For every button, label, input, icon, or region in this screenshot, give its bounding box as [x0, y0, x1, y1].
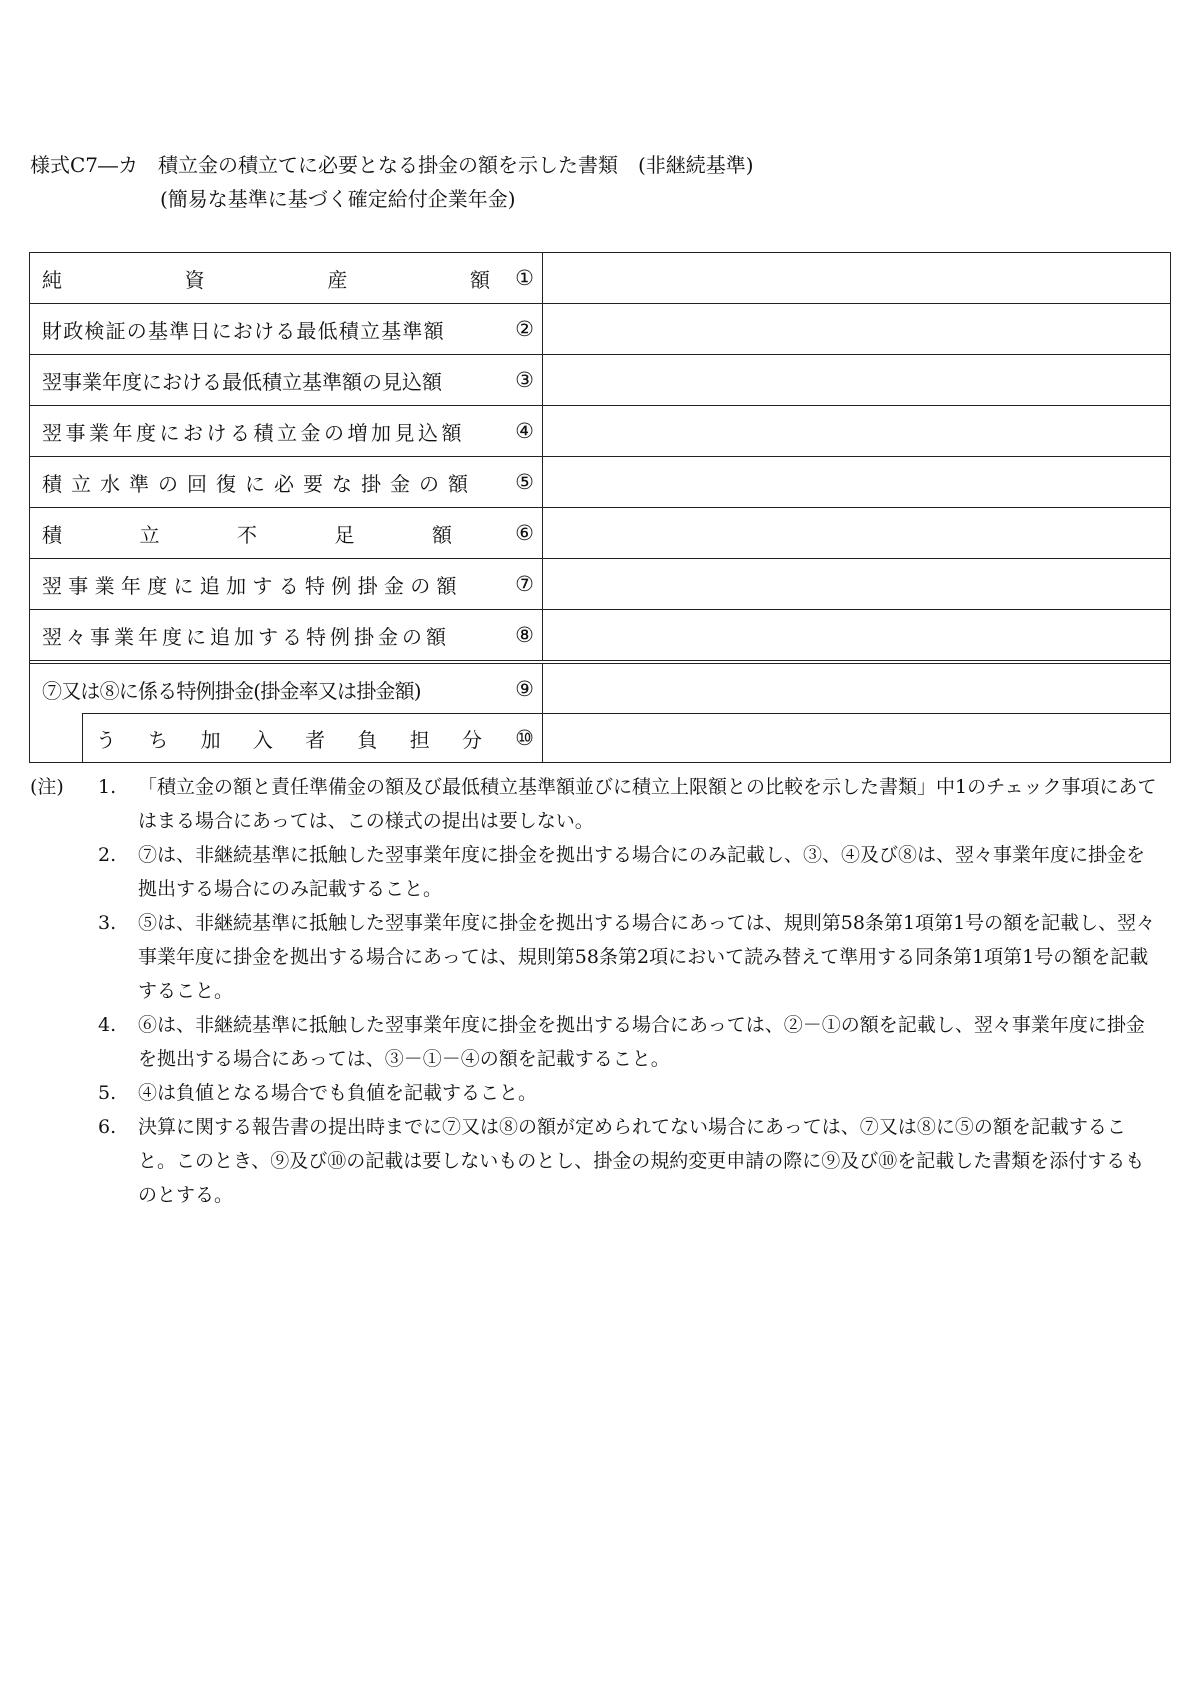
row-label: 純 資 産 額	[42, 267, 490, 292]
row-label-cell	[30, 457, 543, 507]
value-input-cell[interactable]	[543, 253, 1170, 303]
value-input-cell[interactable]	[543, 559, 1170, 609]
row-label-cell	[30, 406, 543, 456]
table-row	[30, 406, 1170, 457]
form-title	[30, 152, 754, 178]
row-number: ④	[515, 419, 534, 443]
row-label: 翌事業年度における積立金の増加見込額	[42, 420, 465, 445]
row-label: う ち 加 入 者 負 担 分	[96, 727, 482, 752]
table-row	[30, 355, 1170, 406]
notes-section	[30, 770, 1160, 1212]
note-item: 1. 「積立金の額と責任準備金の額及び最低積立基準額並びに積立上限額との比較を示した書類」中1のチェック事項にあてはまる場合にあっては、この様式の提出は要しない。	[98, 776, 1157, 832]
value-input-cell[interactable]	[543, 610, 1170, 660]
row-label-cell	[30, 610, 543, 660]
row-number: ⑦	[515, 572, 534, 596]
row-label: 翌事業年度における最低積立基準額の見込額	[42, 369, 442, 394]
form-id: 様式C7―カ	[30, 153, 139, 177]
row-number: ⑥	[515, 521, 534, 545]
note-item: 6. 決算に関する報告書の提出時までに⑦又は⑧の額が定められてない場合にあっては、⑦又は⑧に⑤の額を記載すること。このとき、⑨及び⑩の記載は要しないものとし、掛金の規約変更申請の際に⑨及び⑩を記載した書類を添付するものとする。	[98, 1116, 1145, 1206]
row-label-cell	[30, 664, 543, 714]
row-label-cell	[30, 304, 543, 354]
row-label: 積立水準の回復に必要な掛金の額	[42, 471, 477, 496]
note-item: 3. ⑤は、非継続基準に抵触した翌事業年度に掛金を拠出する場合にあっては、規則第58条第1項第1号の額を記載し、翌々事業年度に掛金を拠出する場合にあっては、規則第58条第2項において読み替えて準用する同条第1項第1号の額を記載すること。	[98, 912, 1156, 1002]
row-label: ⑦又は⑧に係る特例掛金(掛金率又は掛金額)	[42, 678, 421, 703]
note-item: 2. ⑦は、非継続基準に抵触した翌事業年度に掛金を拠出する場合にのみ記載し、③、④及び⑧は、翌々事業年度に掛金を拠出する場合にのみ記載すること。	[98, 844, 1146, 900]
notes-heading: (注)	[30, 776, 64, 798]
sub-row-indent	[82, 714, 83, 762]
row-label: 財政検証の基準日における最低積立基準額	[42, 318, 445, 343]
row-number: ⑧	[515, 623, 534, 647]
contribution-table	[29, 252, 1171, 763]
table-row	[30, 610, 1170, 664]
row-number: ②	[515, 317, 534, 341]
value-input-cell[interactable]	[543, 508, 1170, 558]
row-label-cell	[30, 253, 543, 303]
form-title-text: 積立金の積立てに必要となる掛金の額を示した書類 (非継続基準)	[158, 153, 754, 177]
row-number: ⑤	[515, 470, 534, 494]
table-row	[30, 457, 1170, 508]
row-label: 積 立 不 足 額	[42, 522, 452, 547]
value-input-cell[interactable]	[543, 457, 1170, 507]
row-label: 翌々事業年度に追加する特例掛金の額	[42, 624, 450, 649]
value-input-cell[interactable]	[543, 304, 1170, 354]
row-label: 翌事業年度に追加する特例掛金の額	[42, 573, 463, 598]
row-label-cell	[30, 559, 543, 609]
table-row	[30, 304, 1170, 355]
row-label-cell	[30, 714, 543, 762]
value-input-cell[interactable]	[543, 714, 1170, 762]
row-number: ⑩	[515, 726, 534, 750]
value-input-cell[interactable]	[543, 664, 1170, 714]
value-input-cell[interactable]	[543, 355, 1170, 405]
row-number: ①	[515, 266, 534, 290]
table-row	[30, 664, 1170, 714]
row-number: ⑨	[515, 677, 534, 701]
table-row	[30, 253, 1170, 304]
table-row	[30, 714, 1170, 762]
row-label-cell	[30, 355, 543, 405]
value-input-cell[interactable]	[543, 406, 1170, 456]
table-row	[30, 559, 1170, 610]
table-row	[30, 508, 1170, 559]
row-number: ③	[515, 368, 534, 392]
note-item: 4. ⑥は、非継続基準に抵触した翌事業年度に掛金を拠出する場合にあっては、②－①の額を記載し、翌々事業年度に掛金を拠出する場合にあっては、③－①－④の額を記載すること。	[98, 1014, 1145, 1070]
form-subtitle: (簡易な基準に基づく確定給付企業年金)	[160, 187, 516, 211]
note-item: 5. ④は負値となる場合でも負値を記載すること。	[98, 1082, 538, 1104]
row-label-cell	[30, 508, 543, 558]
